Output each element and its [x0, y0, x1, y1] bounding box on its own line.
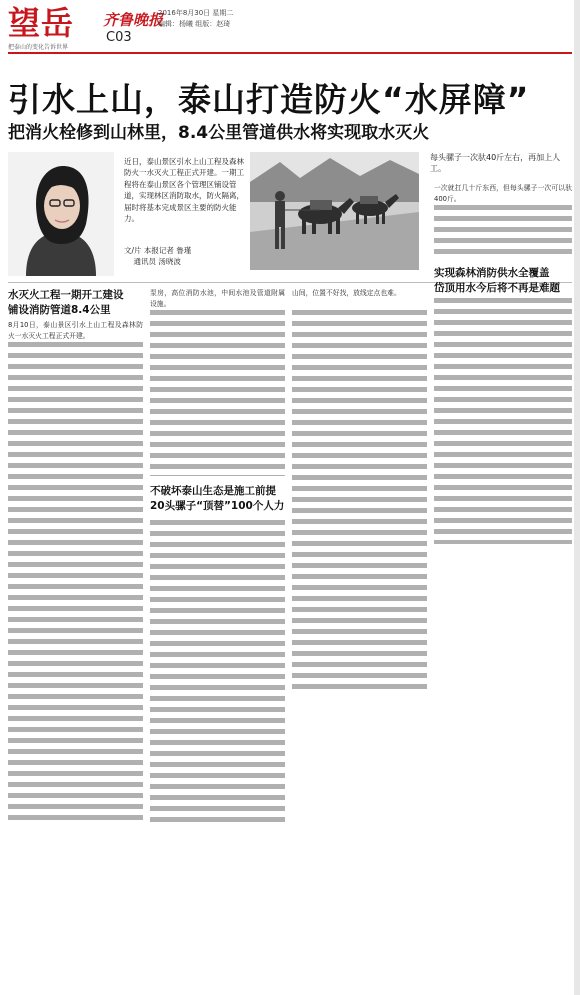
date-line: 2016年8月30日 星期二 — [158, 9, 234, 17]
column-2-first-line: 泵房，高位消防水池，中间水池及管道附属设施。 — [150, 289, 285, 308]
photo-caption: 每头骡子一次驮40斤左右，再加上人工。 — [430, 153, 561, 173]
column-2-text-a — [150, 310, 285, 476]
column-4-text-b — [434, 298, 572, 544]
byline: 文/片 本报记者 鲁瑾 通讯员 汤晓波 — [124, 246, 192, 266]
paper-name: 齐鲁晚报 — [103, 11, 164, 29]
column-2-text-b — [150, 520, 285, 826]
column-3-first-line: 山间，位置不好找，放线定点也难。 — [292, 289, 401, 297]
masthead-rule — [8, 52, 572, 54]
column-4-text-a — [434, 205, 572, 260]
section-heading-3: 实现森林消防供水全覆盖 岱顶用水今后将不再是难题 — [434, 267, 560, 294]
page-number: C03 — [106, 30, 132, 45]
column-1-first-line: 8月10日，泰山景区引水上山工程及森林防火一水灭火工程正式开建。 — [8, 321, 143, 340]
mule-photo — [250, 152, 419, 270]
page-edge-bar — [574, 0, 580, 995]
section-tagline: 把泰山的变化告诉世界 — [8, 44, 69, 51]
column-3-text — [292, 310, 427, 692]
section-logo: 望岳 — [8, 4, 75, 42]
reporter-portrait — [8, 152, 114, 276]
column-1-text — [8, 342, 143, 826]
headline: 引水上山，泰山打造防火“水屏障” — [8, 80, 530, 119]
section-heading-2: 不破坏泰山生态是施工前提 20头骡子“顶替”100个人力 — [150, 485, 285, 512]
editors-line: 编辑：杨曦 组版：赵琦 — [158, 20, 231, 28]
intro-summary: 近日，泰山景区引水上山工程及森林防火一水灭火工程正式开建。一期工程将在泰山景区各个管理区铺设管道，实现林区消防取水，防火隔离，届时将基本完成景区主要的防火能力。 — [124, 157, 244, 224]
subheadline: 把消火栓修到山林里，8.4公里管道供水将实现取水灭火 — [8, 123, 430, 143]
section-heading-1: 水灭火工程一期开工建设 铺设消防管道8.4公里 — [8, 289, 124, 316]
column-4-first-line: 一次就扛几十斤东西，但每头骡子一次可以驮400斤。 — [434, 184, 572, 203]
